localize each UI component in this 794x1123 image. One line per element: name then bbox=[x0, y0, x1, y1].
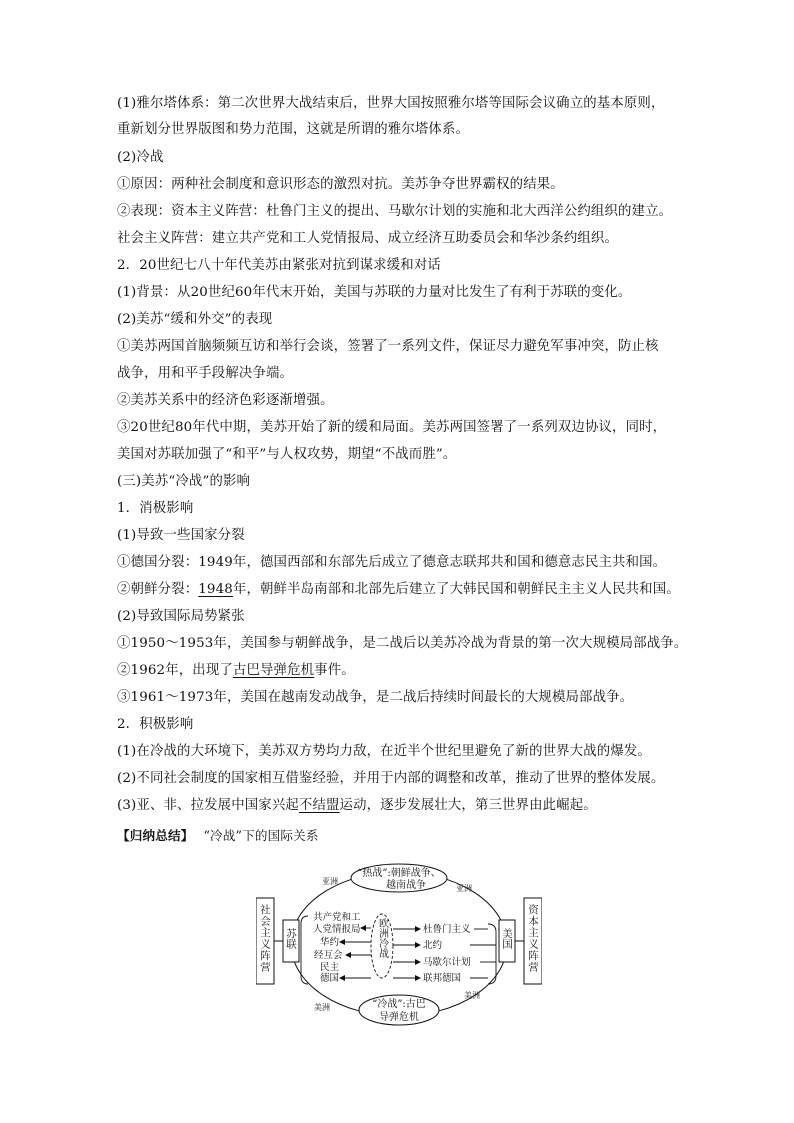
text-line: 美国对苏联加强了“和平”与人权攻势，期望“不战而胜”。 bbox=[117, 447, 457, 462]
underlined-term: 古巴导弹危机 bbox=[232, 663, 315, 678]
underlined-term: 不结盟 bbox=[298, 798, 340, 813]
summary-heading: 【归纳总结】 “冷战”下的国际关系 bbox=[117, 828, 319, 843]
right-item: 马歇尔计划 bbox=[423, 957, 471, 968]
text-line: ①美苏两国首脑频频互访和举行会谈，签署了一系列文件，保证尽力避免军事冲突，防止核 bbox=[117, 339, 659, 354]
text-line: 2．20世纪七八十年代美苏由紧张对抗到谋求缓和对话 bbox=[117, 258, 441, 273]
cold-war-line2: 导弹危机 bbox=[379, 1012, 419, 1023]
left-item: 经互会 bbox=[314, 950, 343, 961]
ussr-label: 苏联 bbox=[285, 928, 297, 949]
left-item: 人党情报局 bbox=[313, 924, 361, 935]
europe-cold-war-label: 欧洲冷战 bbox=[376, 918, 388, 958]
capitalist-camp-label: 资本主义阵营 bbox=[527, 904, 539, 973]
region-america-left: 美洲 bbox=[314, 1003, 330, 1012]
region-america-right: 美洲 bbox=[464, 991, 480, 1000]
text-line: ③20世纪80年代中期，美苏开始了新的缓和局面。美苏两国签署了一系列双边协议，同时， bbox=[117, 420, 667, 435]
text-line-korea: ②朝鲜分裂：1948年，朝鲜半岛南部和北部先后建立了大韩民国和朝鲜民主主义人民共和国。 bbox=[117, 582, 680, 597]
left-item: 民主 bbox=[320, 962, 340, 973]
text-line-nonaligned: (3)亚、非、拉发展中国家兴起不结盟运动，逐步发展壮大，第三世界由此崛起。 bbox=[117, 798, 597, 813]
cold-war-line1: “冷战”:古巴 bbox=[372, 999, 426, 1010]
text-line: (2)导致国际局势紧张 bbox=[117, 609, 245, 624]
right-item: 杜鲁门主义 bbox=[423, 924, 471, 935]
underlined-year: 1948 bbox=[198, 582, 233, 597]
text-line: ②表现：资本主义阵营：杜鲁门主义的提出、马歇尔计划的实施和北大西洋公约组织的建立。 bbox=[117, 204, 673, 219]
text-line: ①1950～1953年，美国参与朝鲜战争，是二战后以美苏冷战为背景的第一次大规模局部战争。 bbox=[117, 636, 688, 651]
text-line-cuba: ②1962年，出现了古巴导弹危机事件。 bbox=[117, 663, 355, 678]
text-line: (2)美苏“缓和外交”的表现 bbox=[117, 312, 273, 327]
text-line: (2)不同社会制度的国家相互借鉴经验，并用于内部的调整和改革，推动了世界的整体发展。 bbox=[117, 771, 665, 786]
text-line: (2)冷战 bbox=[117, 150, 164, 165]
region-asia-left: 亚洲 bbox=[322, 877, 338, 886]
text-line: 重新划分世界版图和势力范围，这就是所谓的雅尔塔体系。 bbox=[117, 122, 470, 137]
text-line: ①原因：两种社会制度和意识形态的激烈对抗。美苏争夺世界霸权的结果。 bbox=[117, 177, 564, 192]
text-line: (1)在冷战的大环境下，美苏双方势均力敌，在近半个世纪里避免了新的世界大战的爆发。 bbox=[117, 744, 651, 759]
text-line: ②美苏关系中的经济色彩逐渐增强。 bbox=[117, 393, 334, 408]
text-line: 2．积极影响 bbox=[117, 717, 194, 732]
hot-war-line2: 越南战争 bbox=[386, 880, 426, 891]
left-item: 共产党和工 bbox=[313, 912, 361, 923]
region-asia-right: 亚洲 bbox=[456, 884, 472, 893]
text-line: (1)导致一些国家分裂 bbox=[117, 528, 245, 543]
hot-war-line1: “热战”:朝鲜战争、 bbox=[357, 868, 441, 879]
text-line: (三)美苏“冷战”的影响 bbox=[117, 474, 251, 489]
text-line: (1)背景：从20世纪60年代末开始，美国与苏联的力量对比发生了有利于苏联的变化。 bbox=[117, 285, 632, 300]
text-line: (1)雅尔塔体系：第二次世界大战结束后，世界大国按照雅尔塔等国际会议确立的基本原则， bbox=[117, 96, 665, 111]
text-line: ③1961～1973年，美国在越南发动战争，是二战后持续时间最长的大规模局部战争。 bbox=[117, 690, 634, 705]
cold-war-relations-diagram bbox=[256, 858, 542, 1030]
right-item: 北约 bbox=[423, 940, 443, 951]
left-item: 德国 bbox=[320, 973, 340, 984]
text-line: 1．消极影响 bbox=[117, 501, 194, 516]
text-line: 战争，用和平手段解决争端。 bbox=[117, 366, 294, 381]
right-item: 联邦德国 bbox=[423, 973, 462, 984]
text-line: ①德国分裂：1949年，德国西部和东部先后成立了德意志联邦共和国和德意志民主共和国。 bbox=[117, 555, 667, 570]
text-line: 社会主义阵营：建立共产党和工人党情报局、成立经济互助委员会和华沙条约组织。 bbox=[117, 231, 619, 246]
left-item: 华约 bbox=[320, 937, 340, 948]
usa-label: 美国 bbox=[501, 928, 513, 949]
socialist-camp-label: 社会主义阵营 bbox=[259, 904, 271, 973]
